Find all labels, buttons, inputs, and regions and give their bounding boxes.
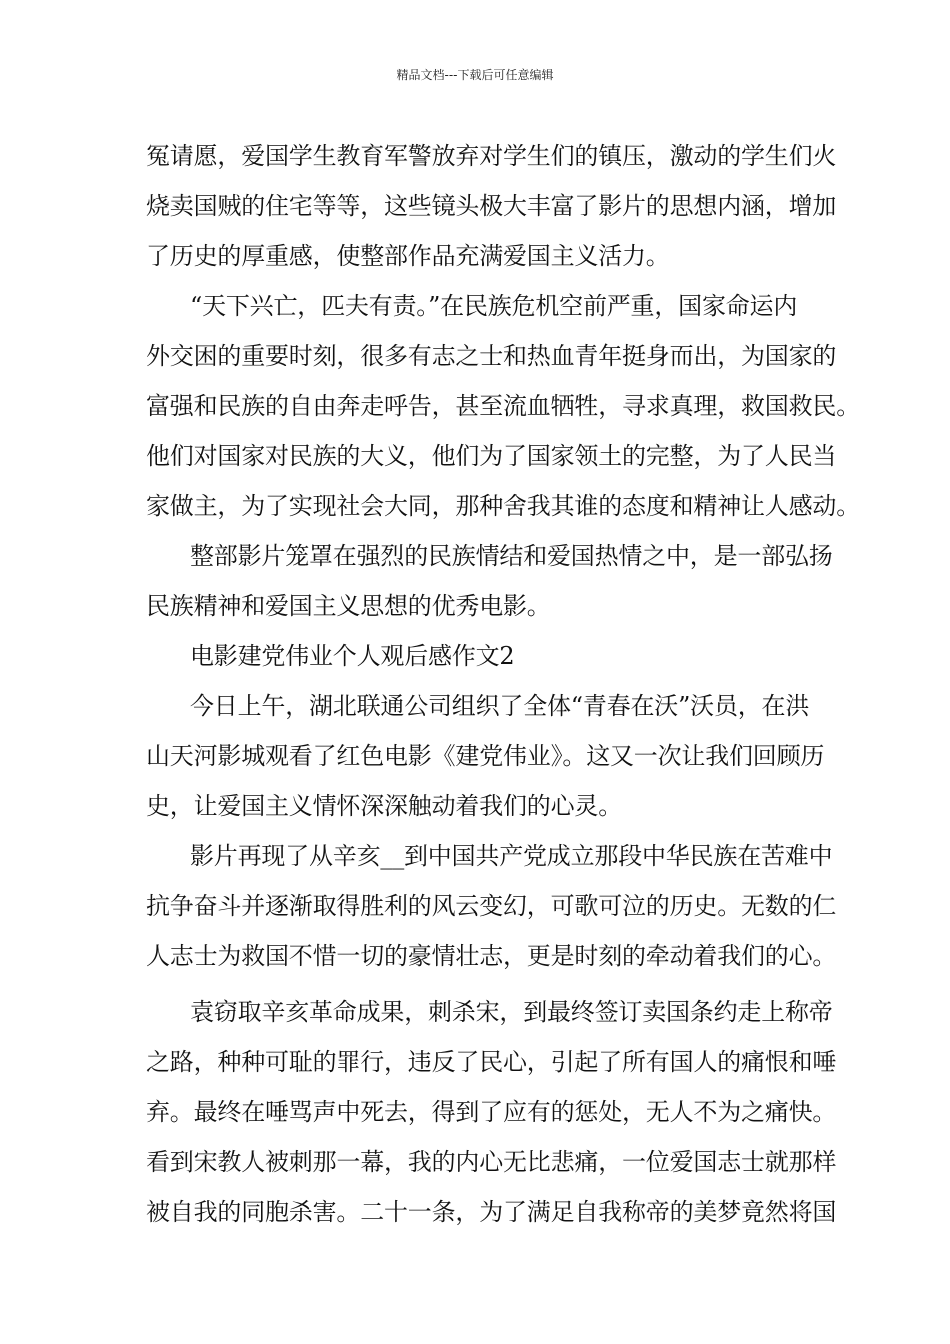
document-body [146,131,860,1237]
text-line: 弃。最终在唾骂声中死去，得到了应有的惩处，无人不为之痛快。 [146,1098,837,1126]
text-line: 袁窃取辛亥革命成果，刺杀宋，到最终签订卖国条约走上称帝 [190,998,833,1026]
text-line: 烧卖国贼的住宅等等，这些镜头极大丰富了影片的思想内涵，增加 [146,192,837,220]
text-line: 民族精神和爱国主义思想的优秀电影。 [146,592,551,620]
text-line: 被自我的同胞杀害。二十一条，为了满足自我称帝的美梦竟然将国 [146,1198,837,1226]
text-line: “天下兴亡，匹夫有责。”在民族危机空前严重，国家命运内 [190,292,798,320]
section-heading: 电影建党伟业个人观后感作文2 [190,642,515,670]
text-line: 今日上午，湖北联通公司组织了全体“青春在沃”沃员，在洪 [190,692,810,720]
text-line: 之路，种种可耻的罪行，违反了民心，引起了所有国人的痛恨和唾 [146,1048,837,1076]
text-line: 看到宋教人被刺那一幕，我的内心无比悲痛，一位爱国志士就那样 [146,1148,837,1176]
text-line: 外交困的重要时刻，很多有志之士和热血青年挺身而出，为国家的 [146,342,837,370]
text-line: 了历史的厚重感，使整部作品充满爱国主义活力。 [146,242,670,270]
page-header: 精品文档---下载后可任意编辑 [396,68,554,82]
text-line: 影片再现了从辛亥__到中国共产党成立那段中华民族在苦难中 [190,842,833,870]
text-line: 史，让爱国主义情怀深深触动着我们的心灵。 [146,792,622,820]
text-line: 抗争奋斗并逐渐取得胜利的风云变幻，可歌可泣的历史。无数的仁 [146,892,837,920]
text-line: 富强和民族的自由奔走呼告，甚至流血牺牲，寻求真理，救国救民。 [146,392,860,420]
text-line: 冤请愿，爱国学生教育军警放弃对学生们的镇压，激动的学生们火 [146,142,837,170]
text-line: 山天河影城观看了红色电影《建党伟业》。这又一次让我们回顾历 [146,742,825,770]
text-line: 人志士为救国不惜一切的豪情壮志，更是时刻的牵动着我们的心。 [146,942,837,970]
text-line: 他们对国家对民族的大义，他们为了国家领土的完整，为了人民当 [146,442,837,470]
text-line: 整部影片笼罩在强烈的民族情结和爱国热情之中，是一部弘扬 [190,542,833,570]
text-line: 家做主，为了实现社会大同，那种舍我其谁的态度和精神让人感动。 [146,492,860,520]
